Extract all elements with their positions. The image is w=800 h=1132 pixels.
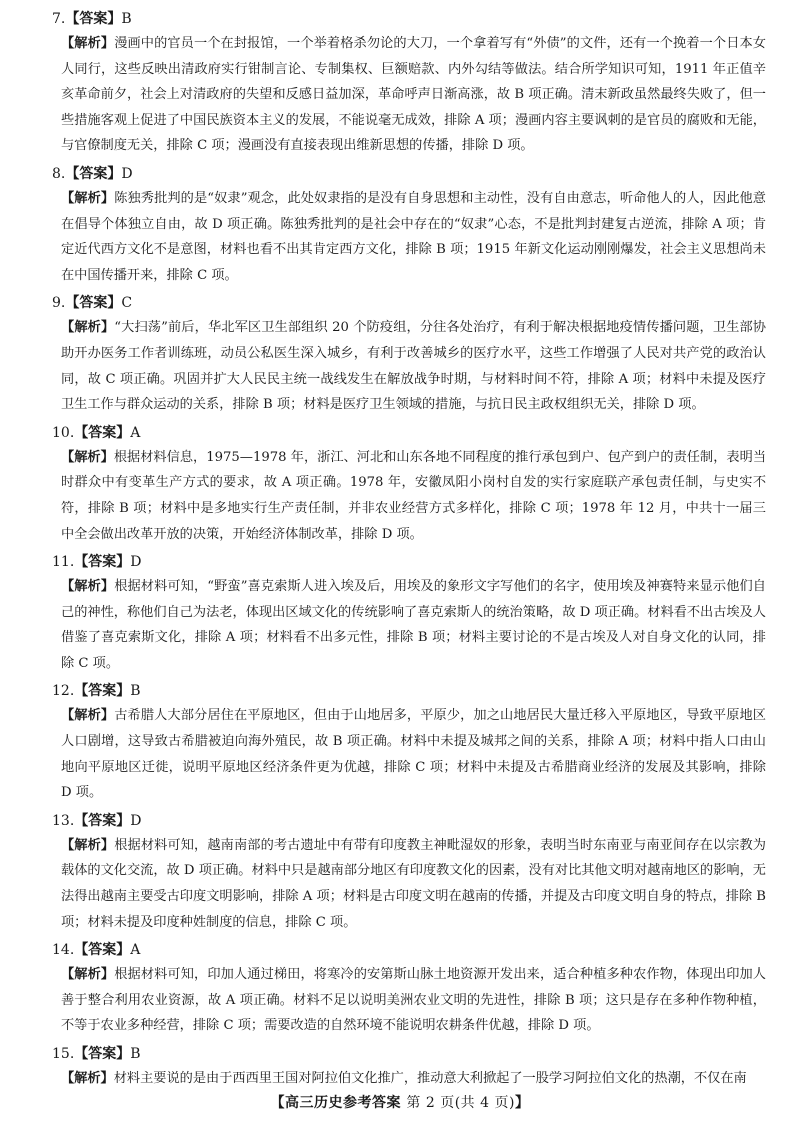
explanation-tag: 【解析】 bbox=[61, 36, 115, 51]
explanation bbox=[61, 186, 766, 288]
answer-line bbox=[52, 680, 766, 702]
answer-line bbox=[52, 1043, 766, 1065]
question-block bbox=[52, 1043, 766, 1092]
answer-letter: C bbox=[121, 295, 133, 312]
answer-tag: 【答案】 bbox=[65, 165, 122, 182]
question-number: 9. bbox=[52, 295, 66, 312]
footer-close: 】 bbox=[514, 1095, 530, 1111]
answer-letter: A bbox=[130, 424, 141, 441]
footer-page-number: 第 2 页(共 4 页) bbox=[406, 1095, 515, 1111]
explanation-text: 材料主要说的是由于西西里王国对阿拉伯文化推广，推动意大利掀起了一股学习阿拉伯文化的热潮，不仅在南 bbox=[113, 1071, 747, 1086]
answer-tag: 【答案】 bbox=[74, 942, 131, 959]
answer-letter: D bbox=[121, 165, 133, 182]
question-number: 8. bbox=[52, 165, 66, 182]
question-block bbox=[52, 422, 766, 547]
explanation-text: 陈独秀批判的是“奴隶”观念，此处奴隶指的是没有自身思想和主动性，没有自由意志，听命他人的人，因此他意在倡导个体独立自由，故 D 项正确。陈独秀批判的是社会中存在的“奴隶”心态，不是批判封建复古逆流，排除 A 项；肯定近代西方文化不是意图，材料也看不出其肯定西方文化，排除 B 项；1915 年新文化运动刚刚爆发，社会主义思想尚未在中国传播开来，排除 C 项。 bbox=[61, 190, 766, 283]
answer-letter: B bbox=[130, 683, 141, 700]
answer-letter: D bbox=[130, 554, 142, 571]
question-number: 10. bbox=[52, 424, 75, 441]
answer-tag: 【答案】 bbox=[74, 1046, 131, 1062]
answer-letter: B bbox=[121, 11, 132, 27]
footer-title: 【高三历史参考答案 bbox=[270, 1095, 402, 1111]
explanation bbox=[61, 833, 766, 935]
answer-letter: D bbox=[130, 812, 142, 829]
question-number: 12. bbox=[52, 683, 75, 700]
explanation bbox=[61, 703, 766, 805]
explanation-text: 根据材料可知，“野蛮”喜克索斯人进入埃及后，用埃及的象形文字写他们的名字，使用埃及神赛特来显示他们自己的神性，称他们自己为法老，体现出区域文化的传统影响了喜克索斯人的统治策略，故 D 项正确。材料看不出古埃及人借鉴了喜克索斯文化，排除 A 项；材料看不出多元性，排除 B 项；材料主要讨论的不是古埃及人对自身文化的认同，排除 C 项。 bbox=[61, 579, 766, 671]
question-block bbox=[52, 939, 766, 1039]
page-footer bbox=[0, 1092, 800, 1112]
answer-tag: 【答案】 bbox=[65, 11, 122, 27]
question-block bbox=[52, 8, 766, 159]
explanation-text: 根据材料可知，越南南部的考古遗址中有带有印度教主神毗湿奴的形象，表明当时东南亚与南亚间存在以宗教为载体的文化交流，故 D 项正确。材料中只是越南部分地区有印度教文化的因素，没有对比其他文明对越南地区的影响，无法得出越南主要受古印度文明影响，排除 A 项；材料是古印度文明在越南的传播，并提及古印度文明自身的特点，排除 B 项；材料未提及印度种姓制度的信息，排除 C 项。 bbox=[61, 837, 766, 930]
answer-page bbox=[52, 8, 766, 1096]
answer-line bbox=[52, 551, 766, 573]
question-block bbox=[52, 292, 766, 417]
answer-line bbox=[52, 292, 766, 314]
answer-line bbox=[52, 8, 766, 30]
explanation-text: “大扫荡”前后，华北军区卫生部组织 20 个防疫组，分往各处治疗，有利于解决根据地疫情传播问题，卫生部协助开办医务工作者训练班，动员公私医生深入城乡，有利于改善城乡的医疗水平，这些工作增强了人民对共产党的政治认同，故 C 项正确。巩固并扩大人民民主统一战线发生在解放战争时期，与材料时间不符，排除 A 项；材料中未提及医疗卫生工作与群众运动的关系，排除 B 项；材料是医疗卫生领域的措施，与抗日民主政权组织无关，排除 D 项。 bbox=[61, 320, 766, 413]
answer-tag: 【答案】 bbox=[74, 554, 131, 571]
explanation-tag: 【解析】 bbox=[61, 579, 115, 595]
explanation bbox=[61, 315, 766, 417]
question-number: 11. bbox=[52, 554, 75, 571]
question-block bbox=[52, 551, 766, 676]
explanation bbox=[61, 445, 766, 547]
question-number: 14. bbox=[52, 942, 75, 959]
question-number: 15. bbox=[52, 1046, 75, 1062]
explanation bbox=[61, 574, 766, 676]
answer-line bbox=[52, 163, 766, 185]
explanation bbox=[61, 962, 766, 1039]
explanation-tag: 【解析】 bbox=[61, 708, 115, 724]
answer-letter: B bbox=[130, 1046, 141, 1062]
explanation bbox=[61, 1066, 766, 1092]
question-block bbox=[52, 680, 766, 805]
answer-tag: 【答案】 bbox=[74, 683, 131, 700]
answer-letter: A bbox=[130, 942, 141, 959]
explanation-tag: 【解析】 bbox=[61, 837, 115, 853]
explanation-text: 古希腊人大部分居住在平原地区，但由于山地居多，平原少，加之山地居民大量迁移入平原地区，导致平原地区人口剧增，这导致古希腊被迫向海外殖民，故 B 项正确。材料中未提及城邦之间的关系，排除 A 项；材料中指人口由山地向平原地区迁徙，说明平原地区经济条件更为优越，排除 C 项；材料中未提及古希腊商业经济的发展及其影响，排除 D 项。 bbox=[61, 708, 766, 801]
answer-line bbox=[52, 939, 766, 961]
explanation-text: 根据材料信息，1975—1978 年，浙江、河北和山东各地不同程度的推行承包到户、包产到户的责任制，表明当时群众中有变革生产方式的要求，故 A 项正确。1978 年，安徽凤阳小岗村自发的实行家庭联产承包责任制，与史实不符，排除 B 项；材料中是多地实行生产责任制，并非农业经营方式多样化，排除 C 项；1978 年 12 月，中共十一届三中全会做出改革开放的决策，开始经济体制改革，排除 D 项。 bbox=[61, 449, 767, 542]
answer-line bbox=[52, 810, 766, 832]
explanation-tag: 【解析】 bbox=[61, 967, 115, 983]
explanation-text: 漫画中的官员一个在封报馆，一个举着格杀勿论的大刀，一个拿着写有“外债”的文件，还有一个挽着一个日本女人同行，这些反映出清政府实行钳制言论、专制集权、巨额赔款、内外勾结等做法。结合所学知识可知，1911 年正值辛亥革命前夕，社会上对清政府的失望和反感日益加深，革命呼声日渐高涨，故 B 项正确。清末新政虽然最终失败了，但一些措施客观上促进了中国民族资本主义的发展，不能说毫无成效，排除 A 项；漫画内容主要讽刺的是官员的腐败和无能，与官僚制度无关，排除 C 项；漫画没有直接表现出维新思想的传播，排除 D 项。 bbox=[61, 36, 766, 154]
question-number: 7. bbox=[52, 11, 66, 27]
explanation-text: 根据材料可知，印加人通过梯田，将寒冷的安第斯山脉土地资源开发出来，适合种植多种农作物，体现出印加人善于整合利用农业资源，故 A 项正确。材料不足以说明美洲农业文明的先进性，排除 B 项；这只是存在多种作物种植，不等于农业多种经营，排除 C 项；需要改造的自然环境不能说明农耕条件优越，排除 D 项。 bbox=[61, 967, 766, 1034]
answer-tag: 【答案】 bbox=[65, 295, 122, 312]
answer-tag: 【答案】 bbox=[74, 812, 131, 829]
answer-line bbox=[52, 422, 766, 444]
explanation-tag: 【解析】 bbox=[61, 449, 114, 465]
question-block bbox=[52, 163, 766, 288]
answer-tag: 【答案】 bbox=[74, 424, 131, 441]
explanation-tag: 【解析】 bbox=[61, 320, 115, 336]
question-number: 13. bbox=[52, 812, 75, 829]
explanation-tag: 【解析】 bbox=[61, 190, 115, 206]
explanation bbox=[61, 31, 766, 159]
explanation-tag: 【解析】 bbox=[61, 1071, 114, 1086]
question-block bbox=[52, 810, 766, 935]
